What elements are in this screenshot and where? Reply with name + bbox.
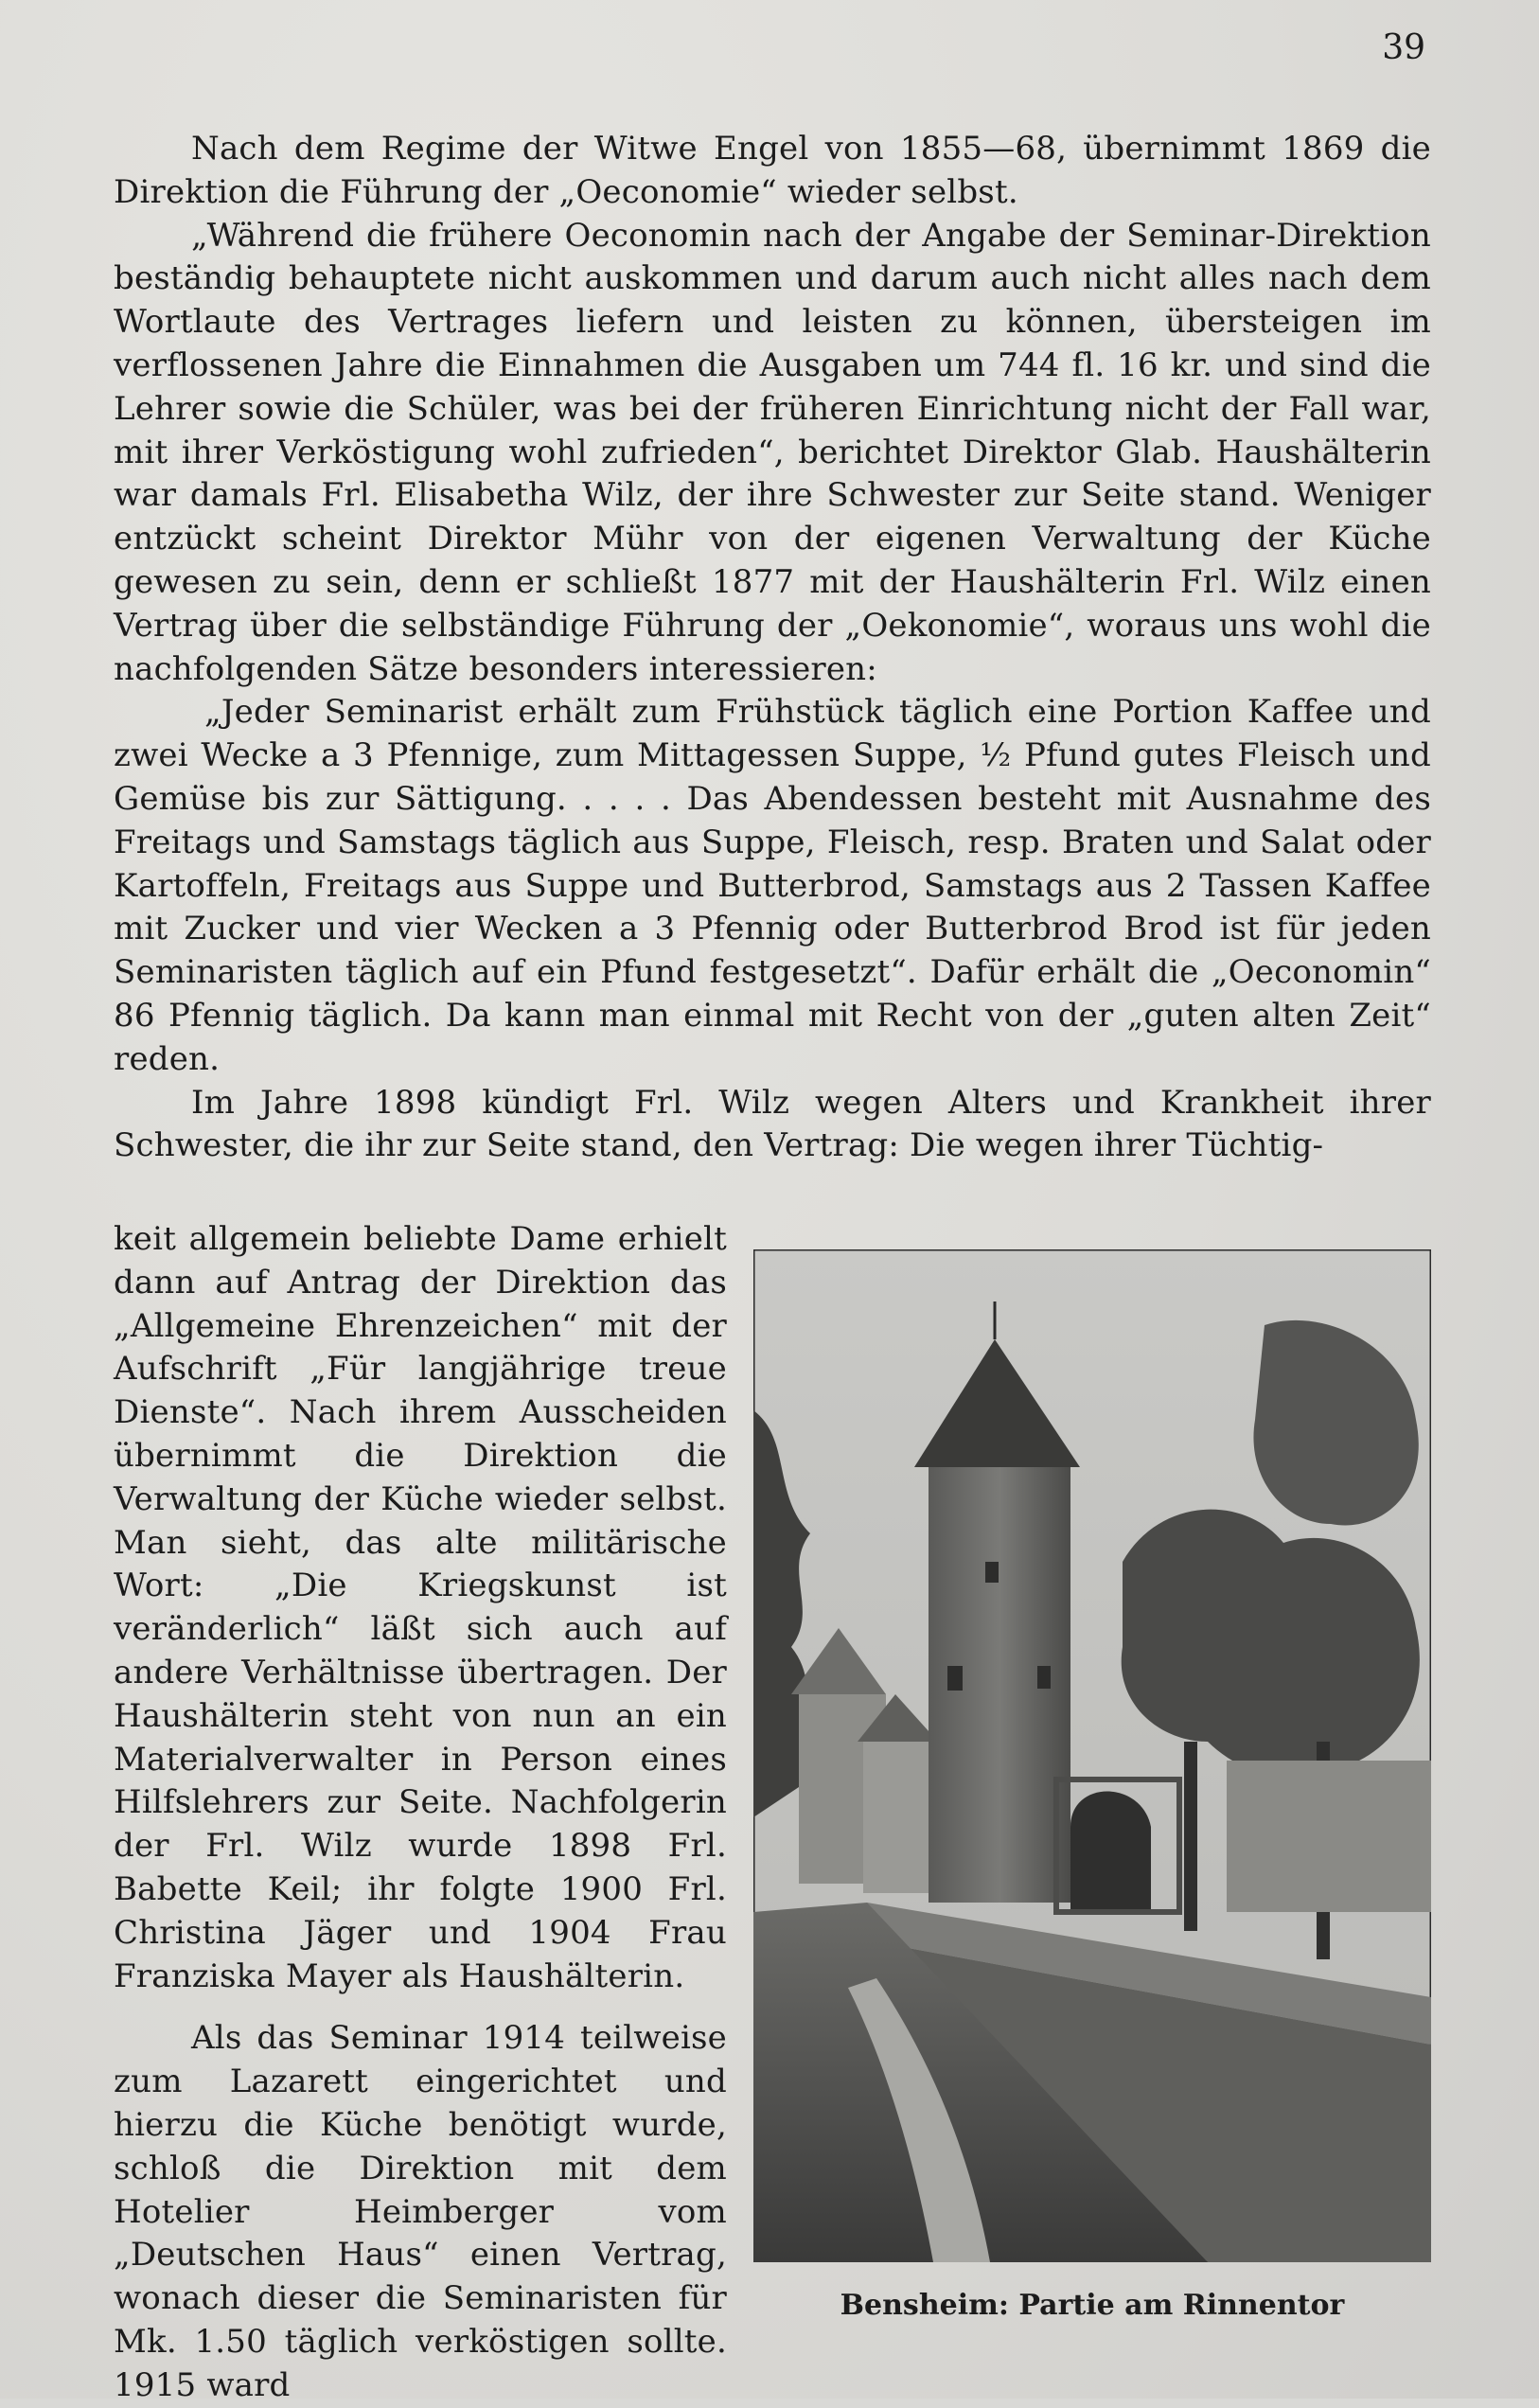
paragraph-5: Als das Seminar 1914 teilweise zum Lazarett eingerichtet und hierzu die Küche benötigt wurde, schloß die Direktion mit dem Hotelier Heimberger vom „Deutschen Haus“ einen Vertrag, wonach dieser die Seminaristen für Mk. 1.50 täglich verköstigen sollte. 1915 ward — [114, 2019, 727, 2404]
photo-rinnentor — [753, 1249, 1431, 2262]
paragraph-3: Im Jahre 1898 kündigt Frl. Wilz wegen Alters und Krankheit ihrer Schwester, die ihr zur Seite stand, den Vertrag: Die wegen ihrer Tüchtig- — [114, 1083, 1431, 1165]
main-text-block — [114, 128, 1431, 1168]
page-number: 39 — [1382, 28, 1425, 67]
contract-quote: „Jeder Seminarist erhält zum Frühstück täglich eine Portion Kaffee und zwei Wecke a 3 Pfennige, zum Mittagessen Suppe, ½ Pfund gutes Fleisch und Gemüse bis zur Sättigung. . . . . Das Abendessen besteht mit Ausnahme des Freitags und Samstags täglich aus Suppe, Fleisch, resp. Braten und Salat oder Kartoffeln, Freitags aus Suppe und Butterbrod, Samstags aus 2 Tassen Kaffee mit Zucker und vier Wecken a 3 Pfennig oder Butterbrod Brod ist für jeden Seminaristen täglich auf ein Pfund festgesetzt“. Dafür erhält die „Oeconomin“ 86 Pfennig täglich. Da kann man einmal mit Recht von der „guten alten Zeit“ reden. — [114, 693, 1431, 1078]
paragraph-4: keit allgemein beliebte Dame erhielt dann auf Antrag der Direktion das „Allgemeine Ehrenzeichen“ mit der Aufschrift „Für langjährige treue Dienste“. Nach ihrem Ausscheiden übernimmt die Direktion die Verwaltung der Küche wieder selbst. Man sieht, das alte militärische Wort: „Die Kriegskunst ist veränderlich“ läßt sich auch auf andere Verhältnisse übertragen. Der Haushälterin steht von nun an ein Materialverwalter in Person eines Hilfslehrers zur Seite. Nachfolgerin der Frl. Wilz wurde 1898 Frl. Babette Keil; ihr folgte 1900 Frl. Christina Jäger und 1904 Frau Franziska Mayer als Haushälterin. — [114, 1220, 727, 1995]
left-column-text — [114, 1218, 727, 2408]
tower-illustration — [753, 1249, 1431, 2262]
paragraph-2: „Während die frühere Oeconomin nach der Angabe der Seminar-Direktion beständig behauptete nicht auskommen und darum auch nicht alles nach dem Wortlaute des Vertrages liefern und leisten zu können, übersteigen im verflossenen Jahre die Einnahmen die Ausgaben um 744 fl. 16 kr. und sind die Lehrer sowie die Schüler, was bei der früheren Einrichtung nicht der Fall war, mit ihrer Verköstigung wohl zufrieden“, berichtet Direktor Glab. Haushälterin war damals Frl. Elisabetha Wilz, der ihre Schwester zur Seite stand. Weniger entzückt scheint Direktor Mühr von der eigenen Verwaltung der Küche gewesen zu sein, denn er schließt 1877 mit der Haushälterin Frl. Wilz einen Vertrag über die selbständige Führung der „Oekonomie“, woraus uns wohl die nachfolgenden Sätze besonders interessieren: — [114, 216, 1431, 688]
paragraph-1: Nach dem Regime der Witwe Engel von 1855—68, übernimmt 1869 die Direktion die Führung der „Oeconomie“ wieder selbst. — [114, 130, 1431, 211]
figure-caption: Bensheim: Partie am Rinnentor — [840, 2289, 1345, 2322]
